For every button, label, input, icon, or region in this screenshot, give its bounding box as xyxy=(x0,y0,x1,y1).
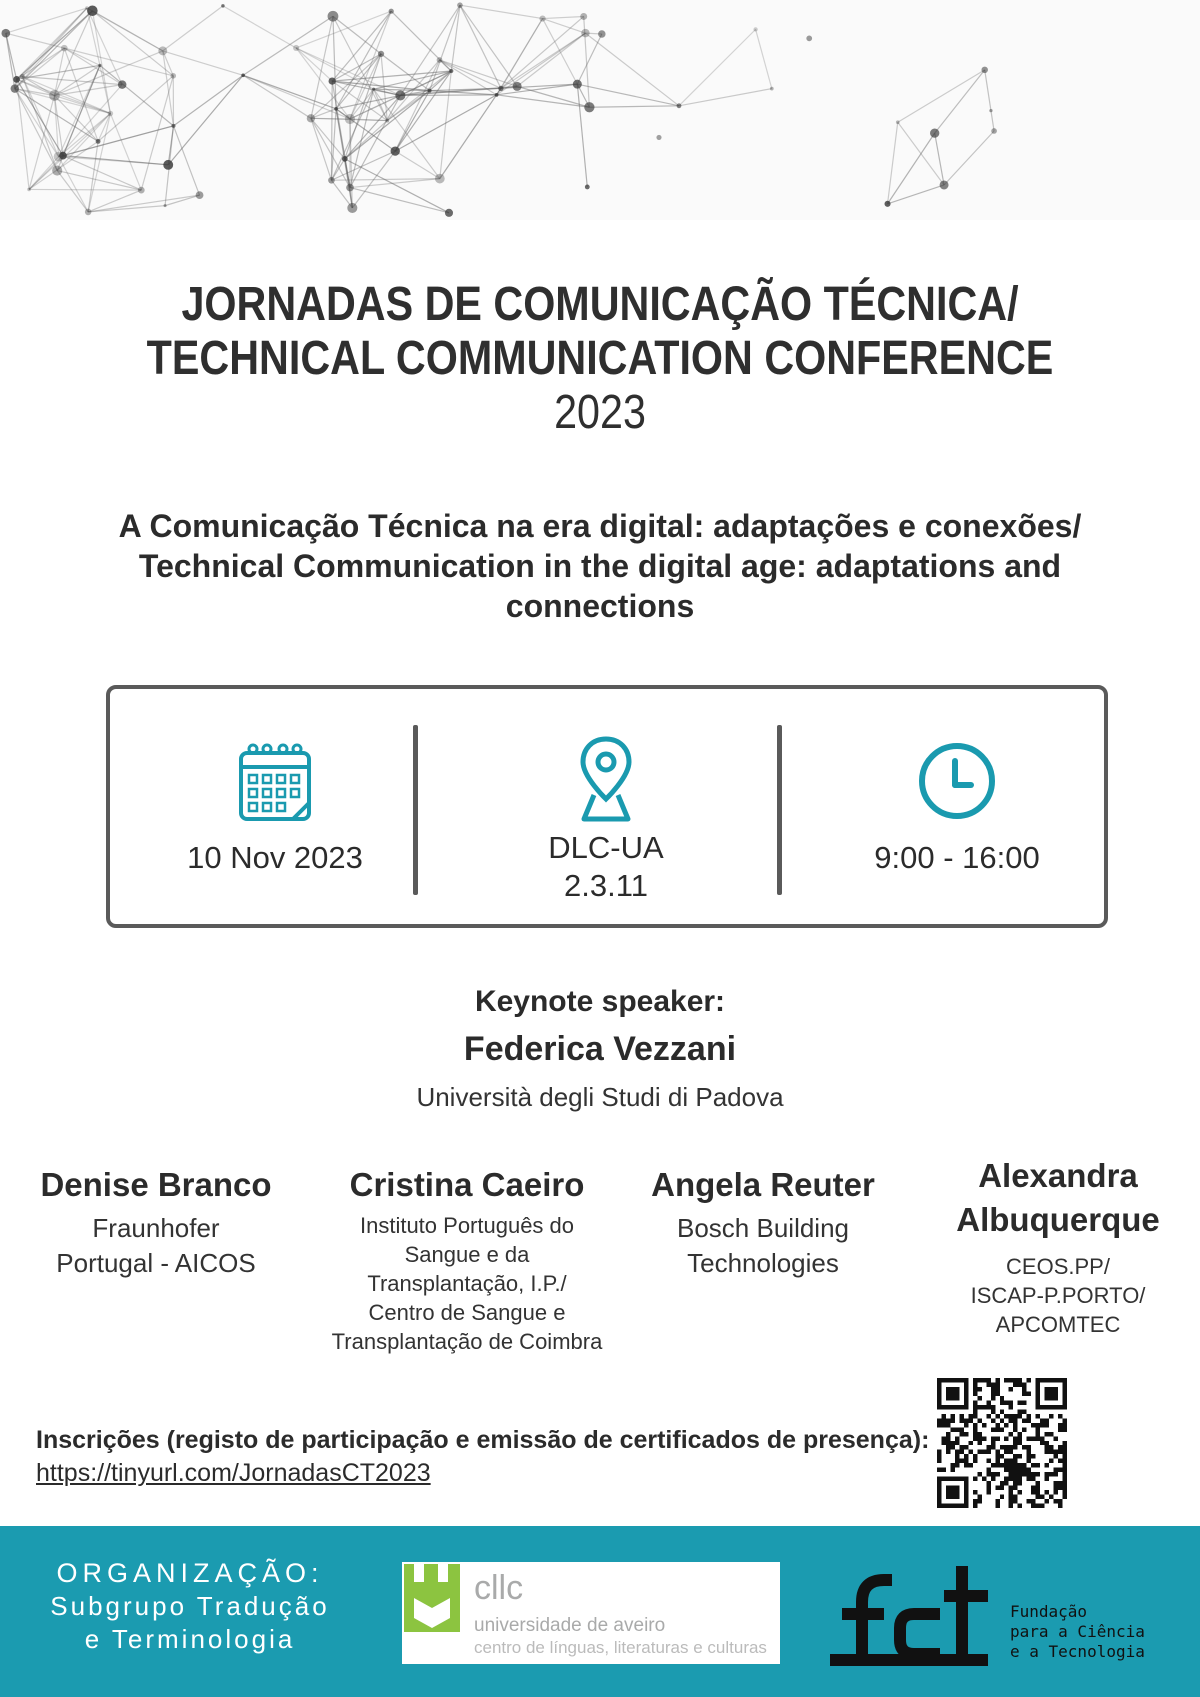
speaker-name xyxy=(908,1154,1200,1242)
affiliation-line: Sangue e da xyxy=(404,1242,530,1267)
cllc-university: universidade de aveiro xyxy=(474,1615,666,1636)
registration-info xyxy=(36,1424,929,1490)
footer-bar xyxy=(0,1526,1200,1697)
registration-label: Inscrições (registo de participação e emissão de certificados de presença): xyxy=(36,1426,930,1454)
subtitle-line-2: Technical Communication in the digital age: adaptations and xyxy=(138,548,1062,584)
conference-title xyxy=(0,278,1200,440)
speaker-name-line: Albuquerque xyxy=(956,1201,1160,1238)
event-time: 9:00 - 16:00 xyxy=(874,840,1040,875)
subtitle-line-1: A Comunicação Técnica na era digital: adaptações e conexões/ xyxy=(118,508,1082,544)
conference-subtitle xyxy=(100,506,1100,626)
location-pin-icon xyxy=(578,735,634,828)
speaker-affiliation xyxy=(317,1211,617,1356)
speaker-name: Cristina Caeiro xyxy=(349,1166,585,1203)
info-divider-1 xyxy=(413,725,418,895)
speaker-affiliation xyxy=(613,1211,913,1281)
calendar-icon xyxy=(237,741,313,828)
fct-name-line: Fundação xyxy=(1010,1602,1088,1621)
affiliation-line: Instituto Português do xyxy=(359,1213,575,1238)
speaker-denise-branco xyxy=(6,1163,306,1281)
cllc-title: cllc xyxy=(474,1569,524,1607)
speaker-angela-reuter xyxy=(613,1163,913,1281)
keynote-name: Federica Vezzani xyxy=(463,1030,737,1068)
affiliation-line: Centro de Sangue e xyxy=(368,1300,566,1325)
title-line-1: JORNADAS DE COMUNICAÇÃO TÉCNICA/ xyxy=(181,278,1019,331)
network-banner-image xyxy=(0,0,1200,220)
affiliation-line: Fraunhofer xyxy=(92,1213,220,1243)
date-column xyxy=(110,689,440,924)
affiliation-line: CEOS.PP/ xyxy=(1006,1254,1110,1279)
fct-name-line: para a Ciência xyxy=(1010,1622,1145,1641)
subtitle-line-3: connections xyxy=(505,588,695,624)
affiliation-line: Portugal - AICOS xyxy=(56,1248,256,1278)
fct-name-line: e a Tecnologia xyxy=(1010,1642,1145,1661)
cllc-logo xyxy=(402,1562,780,1664)
affiliation-line: Technologies xyxy=(687,1248,839,1278)
title-line-2: TECHNICAL COMMUNICATION CONFERENCE xyxy=(146,332,1054,385)
speaker-name: Angela Reuter xyxy=(651,1166,875,1203)
fct-name xyxy=(1010,1602,1145,1662)
event-info-box xyxy=(106,685,1108,928)
organization-heading: ORGANIZAÇÃO: xyxy=(56,1558,324,1588)
affiliation-line: Transplantação, I.P./ xyxy=(367,1271,567,1296)
cllc-center: centro de línguas, literaturas e culturas xyxy=(474,1638,767,1657)
speaker-affiliation xyxy=(6,1211,306,1281)
affiliation-line: APCOMTEC xyxy=(995,1312,1121,1337)
time-column xyxy=(792,689,1122,924)
speaker-alexandra-albuquerque xyxy=(908,1154,1200,1339)
location-column xyxy=(441,689,771,924)
event-date: 10 Nov 2023 xyxy=(187,840,363,875)
clock-icon xyxy=(917,741,997,826)
organization-line-2: e Terminologia xyxy=(84,1624,296,1654)
organization-block xyxy=(30,1556,350,1656)
cllc-mark-icon xyxy=(404,1564,460,1632)
info-divider-2 xyxy=(777,725,782,895)
title-year: 2023 xyxy=(554,386,646,439)
fct-logo-mark xyxy=(822,1556,992,1668)
event-location xyxy=(441,829,771,905)
speaker-cristina-caeiro xyxy=(317,1163,617,1356)
location-line-1: DLC-UA xyxy=(548,830,664,865)
location-line-2: 2.3.11 xyxy=(564,868,648,903)
keynote-affiliation: Università degli Studi di Padova xyxy=(416,1082,784,1112)
qr-code-image[interactable] xyxy=(937,1378,1067,1508)
affiliation-line: Transplantação de Coimbra xyxy=(331,1329,603,1354)
speaker-name: Denise Branco xyxy=(40,1166,272,1203)
organization-line-1: Subgrupo Tradução xyxy=(50,1591,330,1621)
speaker-affiliation xyxy=(908,1252,1200,1339)
speaker-name-line: Alexandra xyxy=(978,1157,1138,1194)
registration-link[interactable]: https://tinyurl.com/JornadasCT2023 xyxy=(36,1459,431,1487)
keynote-label: Keynote speaker: xyxy=(474,985,726,1018)
affiliation-line: ISCAP-P.PORTO/ xyxy=(970,1283,1146,1308)
affiliation-line: Bosch Building xyxy=(677,1213,849,1243)
